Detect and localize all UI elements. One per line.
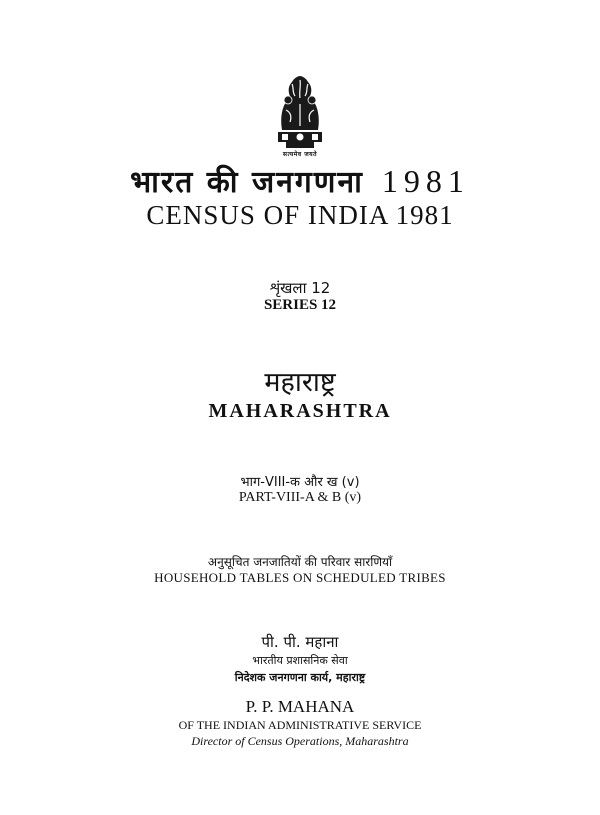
author-service-hindi: भारतीय प्रशासनिक सेवा	[252, 654, 348, 667]
author-director-english: Director of Census Operations, Maharashtra	[191, 734, 409, 748]
tables-hindi: अनुसूचित जनजातियों की परिवार सारणियाँ	[207, 555, 393, 569]
state-hindi: महाराष्ट्र	[264, 367, 336, 398]
title-year: 1981	[381, 163, 470, 199]
part-english: PART-VIII-A & B (v)	[238, 490, 362, 505]
author-service-english: OF THE INDIAN ADMINISTRATIVE SERVICE	[178, 718, 422, 732]
hindi-title: भारत की जनगणना	[130, 165, 364, 200]
author-director-hindi: निदेशक जनगणना कार्य, महाराष्ट्र	[234, 671, 366, 684]
part-hindi: भाग-VIII-क और ख (v)	[240, 475, 360, 490]
state-english: MAHARASHTRA	[208, 400, 392, 422]
hindi-title-line	[0, 160, 600, 201]
english-title: CENSUS OF INDIA 1981	[146, 200, 454, 230]
emblem-motto: सत्यमेव जयते	[282, 151, 318, 158]
national-emblem-icon	[268, 70, 332, 162]
author-name-english: P. P. MAHANA	[245, 697, 355, 716]
series-english: SERIES 12	[263, 297, 337, 313]
tables-english: HOUSEHOLD TABLES ON SCHEDULED TRIBES	[154, 570, 446, 585]
author-name-hindi: पी. पी. महाना	[261, 633, 339, 651]
series-hindi: शृंखला 12	[269, 279, 331, 297]
